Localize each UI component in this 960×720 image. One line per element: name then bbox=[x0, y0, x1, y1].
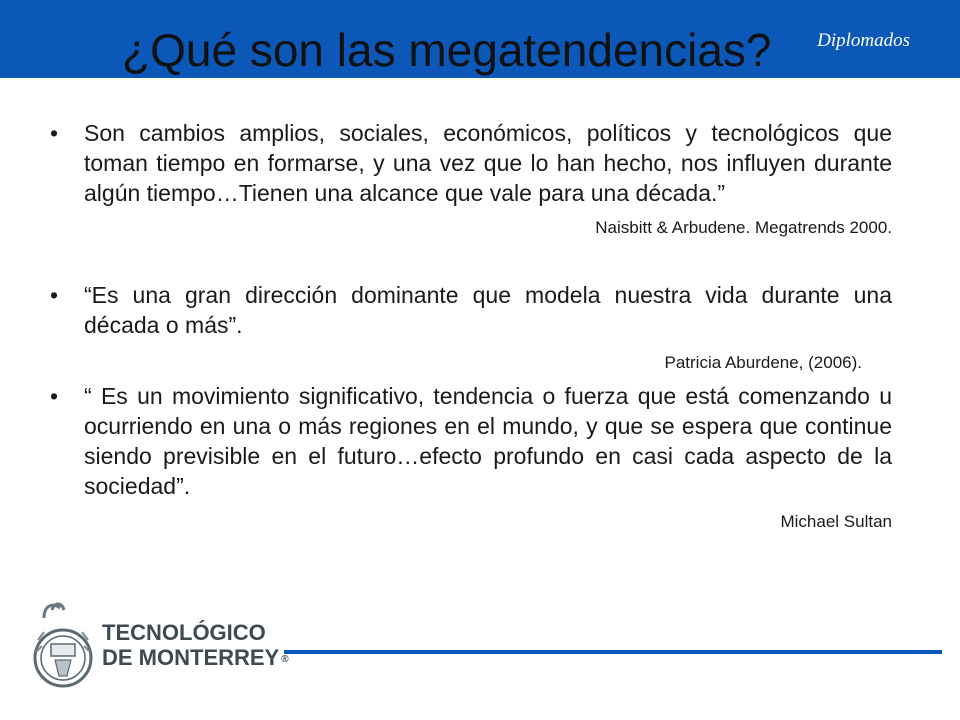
footer-divider bbox=[284, 650, 942, 654]
logo-line-2: DE MONTERREY bbox=[102, 645, 280, 670]
bullet-definition-2: • “Es una gran dirección dominante que modela nuestra vida durante una década o más”. bbox=[50, 280, 892, 340]
citation-1: Naisbitt & Arbudene. Megatrends 2000. bbox=[595, 218, 892, 237]
logo-wordmark bbox=[102, 620, 289, 672]
slide-title: ¿Qué son las megatendencias? bbox=[122, 24, 772, 76]
slide-body bbox=[50, 118, 892, 533]
citation-2: Patricia Aburdene, (2006). bbox=[664, 353, 862, 372]
bullet-definition-3: • “ Es un movimiento significativo, tendencia o fuerza que está comenzando u ocurriendo en una o más regiones en el mundo, y que se espera que continue siendo previsible en el futuro…efecto profundo en casi cada aspecto de la sociedad”. bbox=[50, 381, 892, 501]
citation-3: Michael Sultan bbox=[780, 512, 892, 531]
brand-tag: Diplomados bbox=[817, 30, 910, 51]
registered-mark: ® bbox=[281, 653, 289, 665]
bullet-definition-1: • Son cambios amplios, sociales, económicos, políticos y tecnológicos que toman tiempo en formarse, y una vez que lo han hecho, nos influyen durante algún tiempo…Tienen una alcance que vale para una década.” bbox=[50, 118, 892, 208]
logo-line-1: TECNOLÓGICO bbox=[102, 620, 266, 645]
university-seal-icon bbox=[30, 600, 96, 696]
institution-logo bbox=[30, 600, 290, 696]
